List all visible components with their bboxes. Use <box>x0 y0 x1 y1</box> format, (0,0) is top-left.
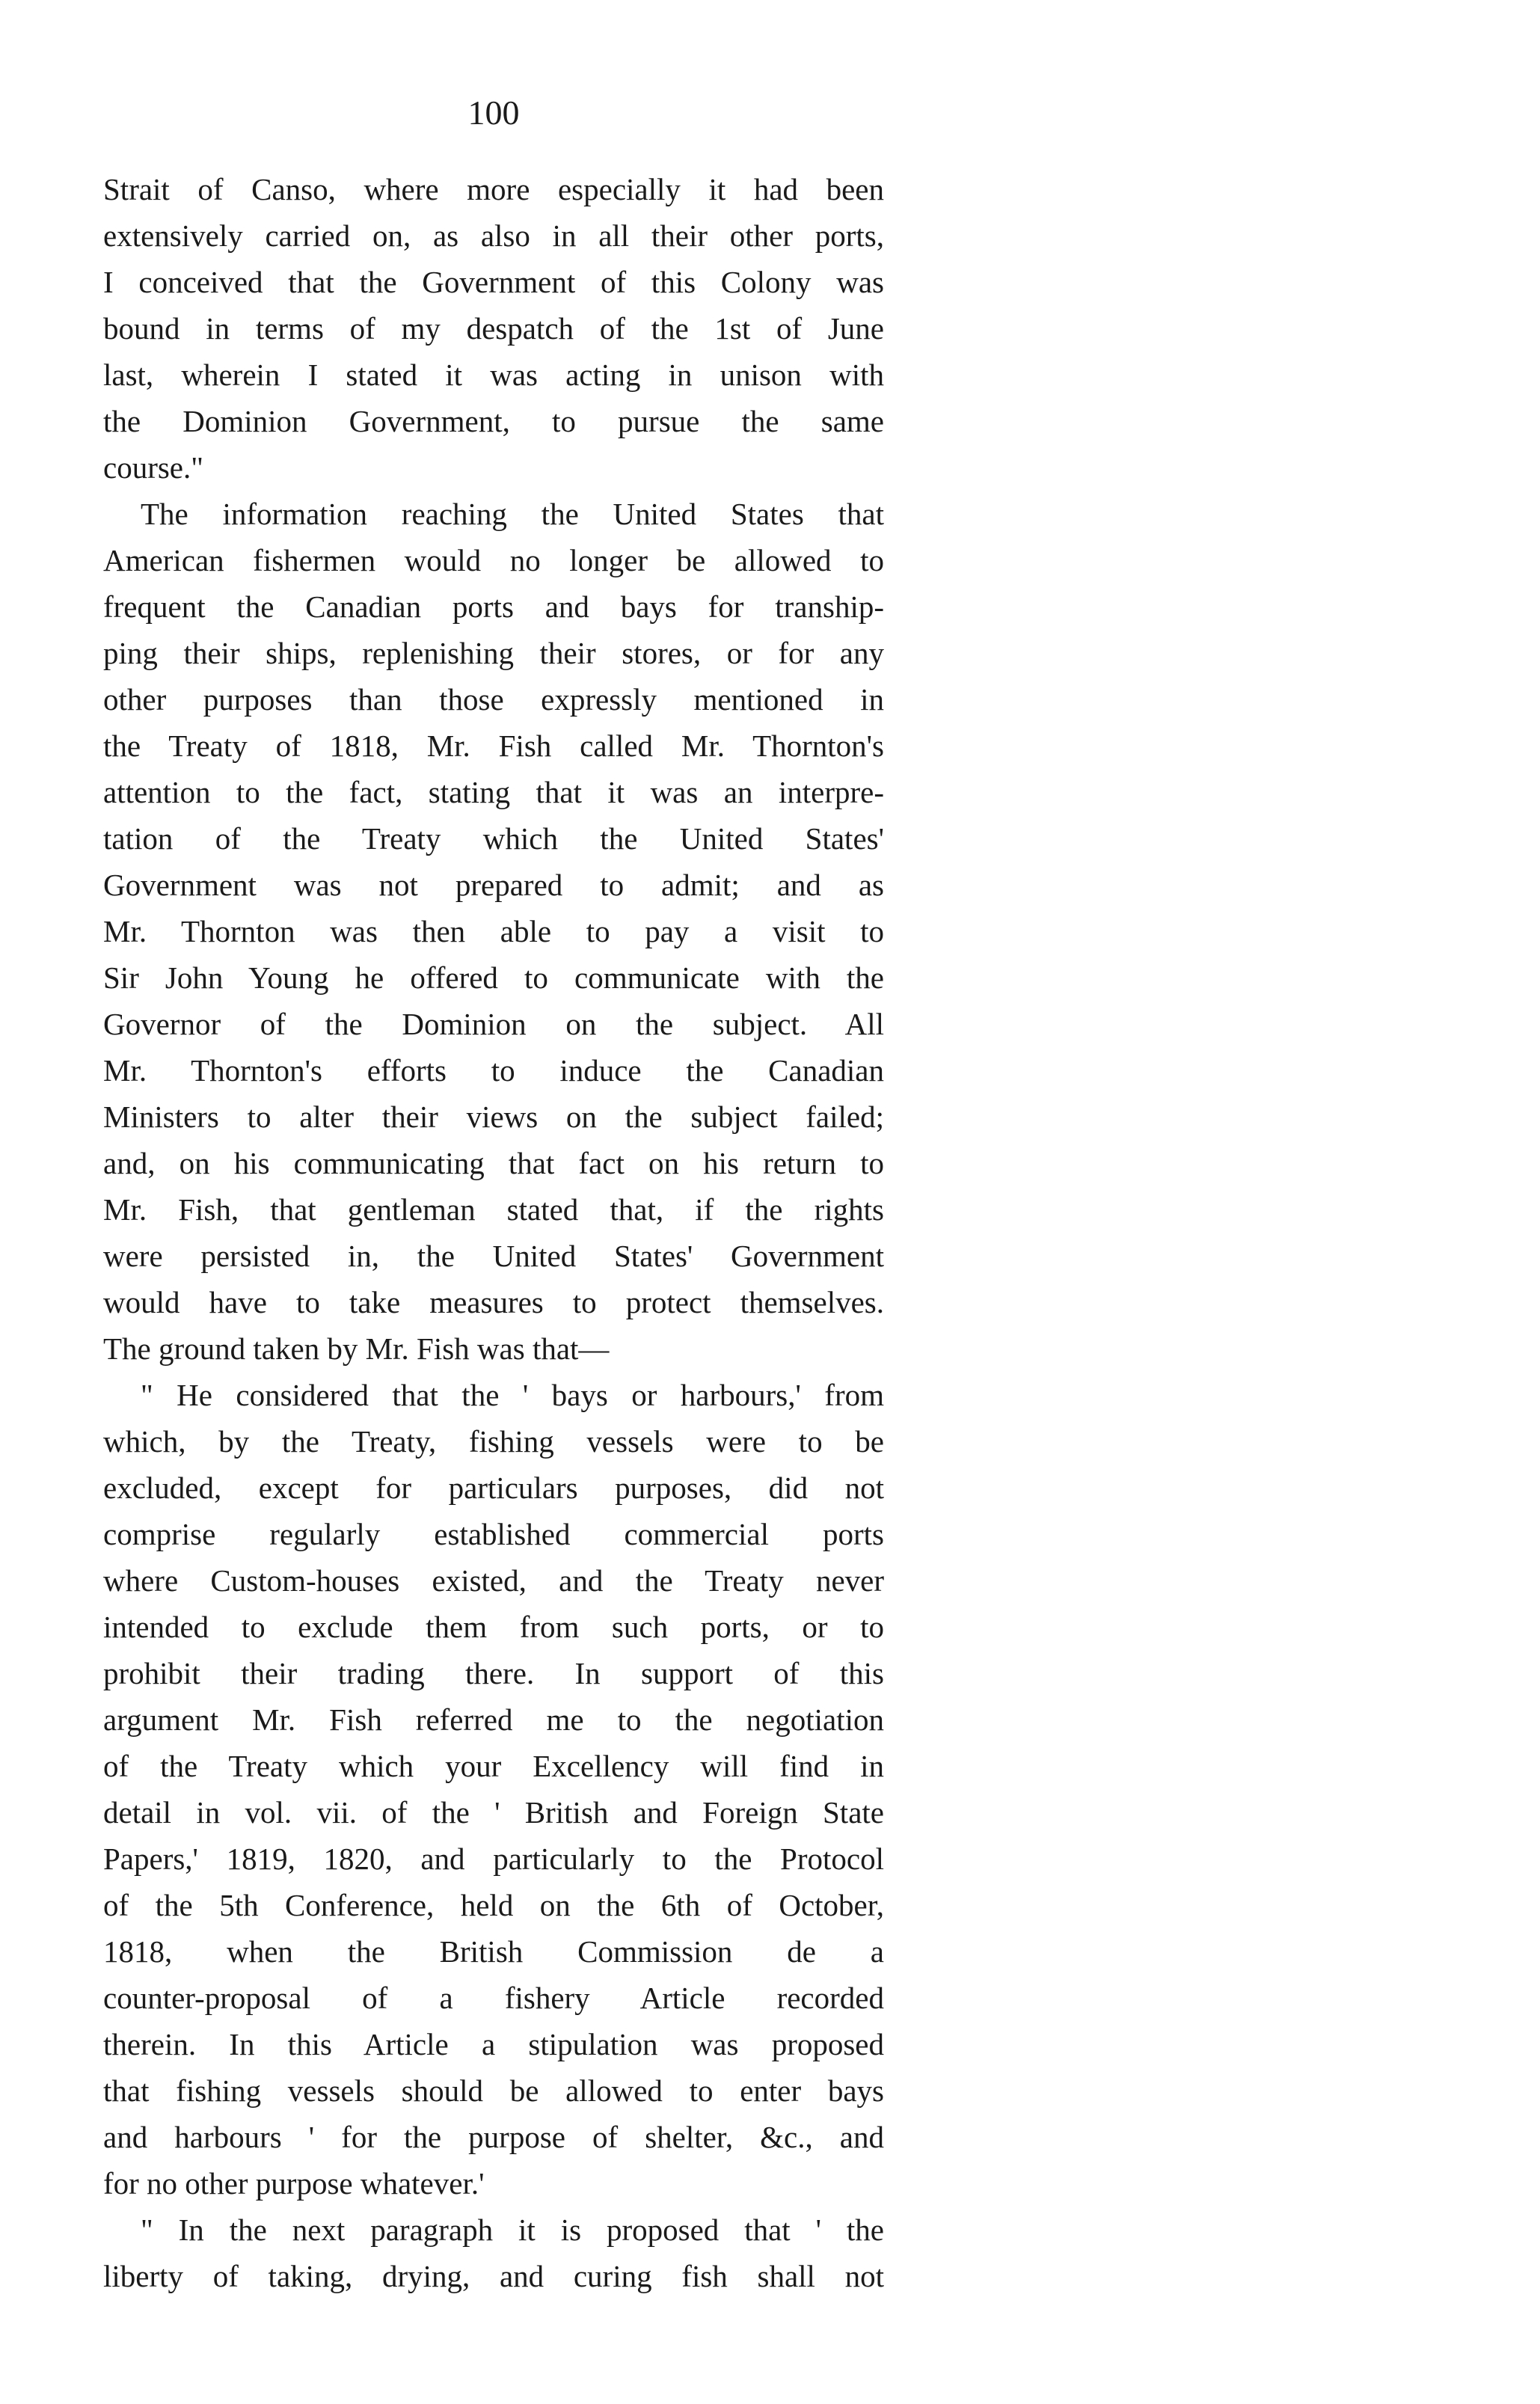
text-line: Mr. Thornton was then able to pay a visit to <box>103 914 884 948</box>
text-line: other purposes than those expressly mentioned in <box>103 682 884 717</box>
text-line: course." <box>103 450 203 485</box>
text-line: " He considered that the ' bays or harbours,' from <box>141 1378 884 1412</box>
text-line: The ground taken by Mr. Fish was that— <box>103 1331 610 1366</box>
text-line: extensively carried on, as also in all their other ports, <box>103 218 884 253</box>
text-line: attention to the fact, stating that it was an interpre- <box>103 775 884 809</box>
text-line: Mr. Fish, that gentleman stated that, if the rights <box>103 1192 884 1227</box>
text-line: excluded, except for particulars purposes, did not <box>103 1471 884 1505</box>
text-line: Ministers to alter their views on the subject failed; <box>103 1100 884 1134</box>
body-text <box>103 166 884 2299</box>
text-line: were persisted in, the United States' Government <box>103 1239 884 1273</box>
text-line: Sir John Young he offered to communicate with the <box>103 960 884 995</box>
text-line: the Treaty of 1818, Mr. Fish called Mr. Thornton's <box>103 729 884 763</box>
text-line: American fishermen would no longer be allowed to <box>103 543 884 577</box>
text-line: liberty of taking, drying, and curing fish shall not <box>103 2259 884 2293</box>
text-line: prohibit their trading there. In support of this <box>103 1656 884 1690</box>
text-line: which, by the Treaty, fishing vessels were to be <box>103 1424 884 1459</box>
text-line: Strait of Canso, where more especially it had been <box>103 172 884 206</box>
text-line: would have to take measures to protect themselves. <box>103 1285 884 1319</box>
text-line: comprise regularly established commercial ports <box>103 1517 884 1551</box>
text-line: the Dominion Government, to pursue the same <box>103 404 884 438</box>
text-line: and harbours ' for the purpose of shelter, &c., and <box>103 2120 884 2154</box>
text-line: Papers,' 1819, 1820, and particularly to the Protocol <box>103 1842 884 1876</box>
text-line: that fishing vessels should be allowed to enter bays <box>103 2073 884 2108</box>
text-line: of the Treaty which your Excellency will find in <box>103 1749 884 1783</box>
text-line: where Custom-houses existed, and the Treaty never <box>103 1563 884 1598</box>
text-line: argument Mr. Fish referred me to the negotiation <box>103 1702 884 1737</box>
page-number: 100 <box>467 93 520 132</box>
text-line: frequent the Canadian ports and bays for tranship- <box>103 589 884 624</box>
text-line: detail in vol. vii. of the ' British and Foreign State <box>103 1795 884 1830</box>
text-line: Government was not prepared to admit; and as <box>103 868 884 902</box>
text-line: " In the next paragraph it is proposed that ' the <box>141 2213 884 2247</box>
text-line: therein. In this Article a stipulation was proposed <box>103 2027 884 2061</box>
text-line: The information reaching the United States that <box>141 497 884 531</box>
text-line: I conceived that the Government of this Colony was <box>103 265 884 299</box>
text-line: for no other purpose whatever.' <box>103 2166 485 2201</box>
text-line: last, wherein I stated it was acting in unison with <box>103 358 884 392</box>
text-line: bound in terms of my despatch of the 1st of June <box>103 311 884 346</box>
text-line: intended to exclude them from such ports, or to <box>103 1610 884 1644</box>
text-line: and, on his communicating that fact on his return to <box>103 1146 884 1180</box>
text-line: tation of the Treaty which the United States' <box>103 821 884 856</box>
text-line: Mr. Thornton's efforts to induce the Canadian <box>103 1053 884 1088</box>
text-line: of the 5th Conference, held on the 6th of October, <box>103 1888 884 1922</box>
text-line: Governor of the Dominion on the subject. All <box>103 1007 884 1041</box>
text-line: counter-proposal of a fishery Article recorded <box>103 1981 884 2015</box>
text-line: ping their ships, replenishing their stores, or for any <box>103 636 884 670</box>
text-line: 1818, when the British Commission de a <box>103 1934 884 1969</box>
